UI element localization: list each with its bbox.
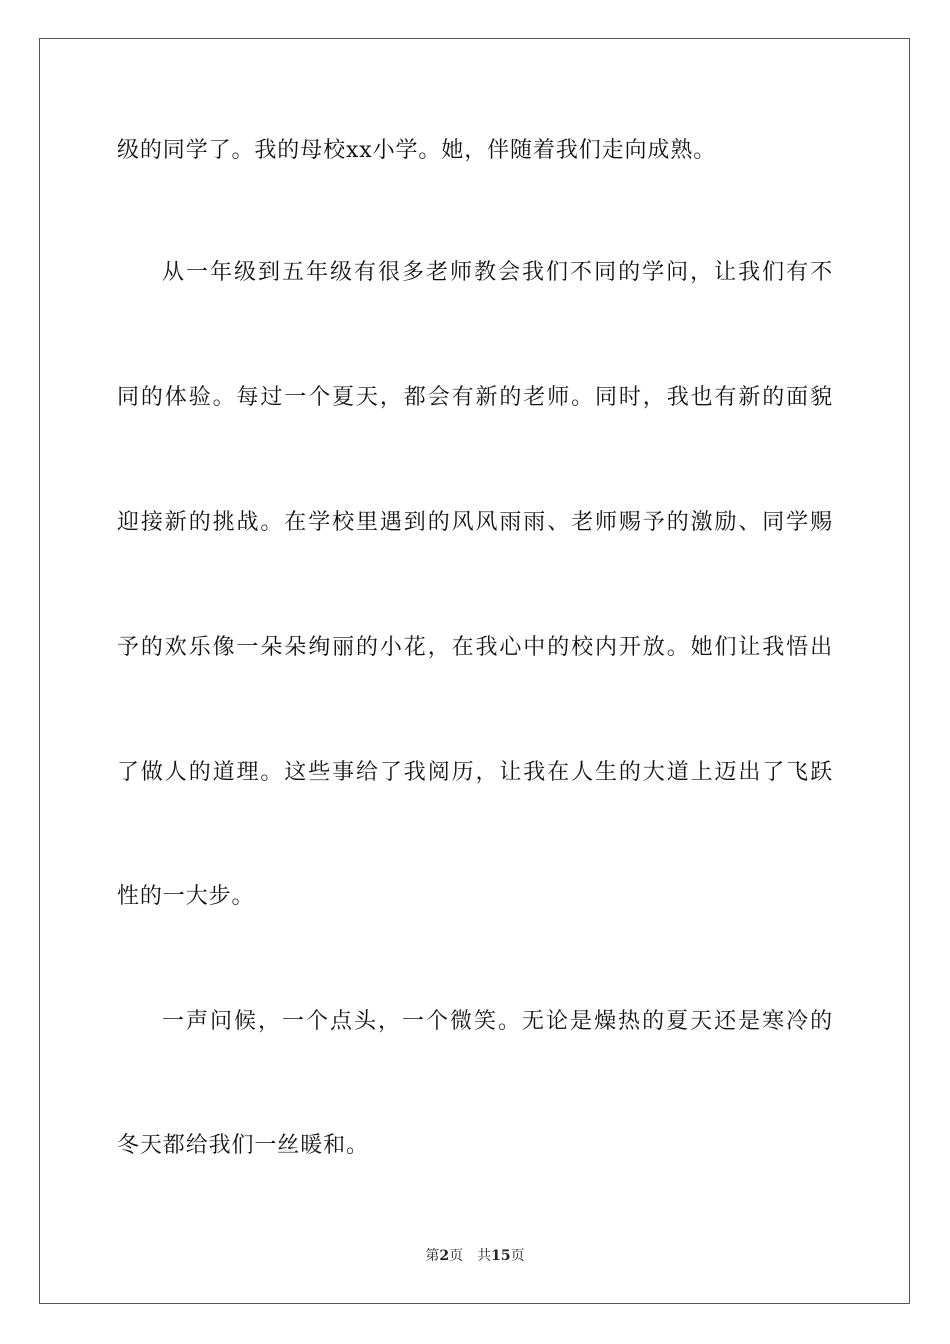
page-footer (0, 1247, 950, 1265)
paragraph-line-4: 迎接新的挑战。在学校里遇到的风风雨雨、老师赐予的激励、同学赐 (117, 510, 833, 535)
paragraph-line-8: 一声问候，一个点头，一个微笑。无论是燥热的夏天还是寒冷的 (162, 1009, 833, 1034)
paragraph-line-5: 予的欢乐像一朵朵绚丽的小花，在我心中的校内开放。她们让我悟出 (117, 635, 833, 660)
total-pages: 15 (491, 1248, 511, 1264)
paragraph-line-9: 冬天都给我们一丝暖和。 (117, 1133, 369, 1158)
page-label-suffix: 页 (449, 1248, 464, 1264)
page-frame (39, 38, 910, 1304)
page-number: 2 (439, 1248, 450, 1264)
paragraph-line-6: 了做人的道理。这些事给了我阅历，让我在人生的大道上迈出了飞跃 (117, 760, 833, 785)
paragraph-line-1: 级的同学了。我的母校xx小学。她，伴随着我们走向成熟。 (117, 138, 717, 163)
page-label-prefix: 第 (425, 1248, 440, 1264)
paragraph-line-3: 同的体验。每过一个夏天，都会有新的老师。同时，我也有新的面貌 (117, 385, 833, 410)
paragraph-line-2: 从一年级到五年级有很多老师教会我们不同的学问，让我们有不 (162, 260, 833, 285)
total-label-suffix: 页 (510, 1248, 525, 1264)
paragraph-line-7: 性的一大步。 (117, 884, 255, 909)
total-label-prefix: 共 (477, 1248, 492, 1264)
